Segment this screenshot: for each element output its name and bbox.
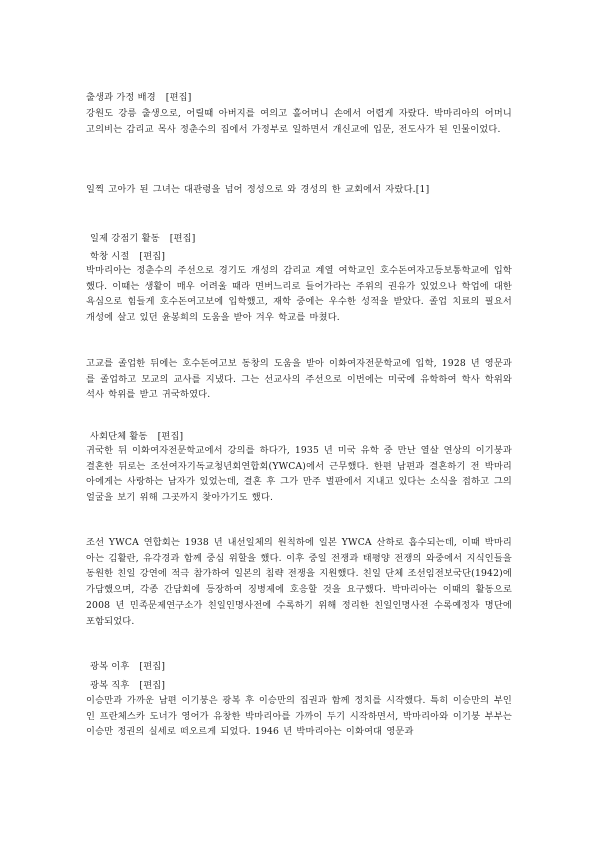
heading-text: 사회단체 활동 [90, 431, 148, 442]
paragraph: 일찍 고아가 된 그녀는 대관령을 넘어 정성으로 와 경성의 한 교회에서 자랐다.[1] [86, 184, 430, 195]
heading-text: 학창 시절 [90, 251, 130, 262]
heading-text: 출생과 가정 배경 [86, 92, 156, 103]
edit-link[interactable]: [편집] [139, 661, 166, 672]
paragraph: 귀국한 뒤 이화여자전문학교에서 강의를 하다가, 1935 년 미국 유학 중 만난 열살 연상의 이기붕과 결혼한 뒤로는 조선여자기독교청년회연합회(YWCA)에서 근무했다. 한편 남편과 결혼하기 전 박마리아에게는 사랑하는 남자가 있었는데, 결혼 후 그가 만주 벌판에서 지내고 있다는 소식을 접하고 그의 얼굴을 보기 위해 그곳까지 찾아가기도 했다. [86, 445, 512, 504]
section-heading-japan [90, 233, 196, 245]
edit-link[interactable]: [편집] [139, 680, 166, 691]
edit-link[interactable]: [편집] [165, 92, 192, 103]
edit-link[interactable]: [편집] [169, 233, 196, 244]
paragraph: 박마리아는 정춘수의 주선으로 경기도 개성의 감리교 계열 여학교인 호수돈여자고등보통학교에 입학했다. 이때는 생활이 매우 어려울 때라 면버느리로 들어가라는 주위의 권유가 있었으나 학업에 대한 욕심으로 힘들게 호수돈여고보에 입학했고, 재학 중에는 우수한 성적을 받았다. 졸업 치료의 필요서 개성에 살고 있던 윤봉희의 도움을 받아 겨우 학교를 마쳤다. [86, 265, 512, 324]
subsection-heading-social [90, 431, 183, 443]
heading-text: 광복 이후 [90, 661, 130, 672]
paragraph: 강원도 강릉 출생으로, 어릴때 아버지를 여의고 홀어머니 손에서 어렵게 자랐다. 박마리아의 어머니 고의비는 감리교 목사 정춘수의 집에서 가정부로 일하면서 개신교에 입문, 전도사가 된 인물이었다. [86, 108, 512, 135]
paragraph: 이승만과 가까운 남편 이기붕은 광복 후 이승만의 집권과 함께 정치를 시작했다. 특히 이승만의 부인인 프란체스카 도너가 영어가 유창한 박마리아를 가까이 두기 시작하면서, 박마리아와 이기붕 부부는 이승만 정권의 실세로 떠오르게 되었다. 1946 년 박마리아는 이화여대 영문과 [86, 695, 512, 738]
paragraph: 고교를 졸업한 뒤에는 호수돈여고보 동창의 도움을 받아 이화여자전문학교에 입학, 1928 년 영문과를 졸업하고 모교의 교사를 지냈다. 그는 선교사의 주선으로 이번에는 미국에 유학하여 학사 학위와 석사 학위를 받고 귀국하였다. [86, 358, 512, 401]
edit-link[interactable]: [편집] [139, 251, 166, 262]
edit-link[interactable]: [편집] [157, 431, 184, 442]
section-heading-birth [86, 92, 192, 104]
paragraph: 조선 YWCA 연합회는 1938 년 내선일체의 원칙하에 일본 YWCA 산하로 흡수되는데, 이때 박마리아는 김활란, 유각경과 함께 중심 위할을 했다. 이후 중일 전쟁과 태평양 전쟁의 와중에서 지식인들을 동원한 친일 강연에 적극 참가하여 일본의 침략 전쟁을 지원했다. 친일 단체 조선임전보국단(1942)에 가담했으며, 각종 간담회에 등장하여 징병제에 호응할 것을 요구했다. 박마리아는 이때의 활동으로 2008 년 민족문제연구소가 친일인명사전에 수록하기 위해 정리한 친일인명사전 수록예정자 명단에 포함되었다. [86, 537, 512, 627]
subsection-heading-liberation-after [90, 680, 165, 692]
subsection-heading-study [90, 251, 165, 263]
heading-text: 광복 직후 [90, 680, 130, 691]
heading-text: 일제 강점기 활동 [90, 233, 160, 244]
section-heading-liberation [90, 661, 165, 673]
